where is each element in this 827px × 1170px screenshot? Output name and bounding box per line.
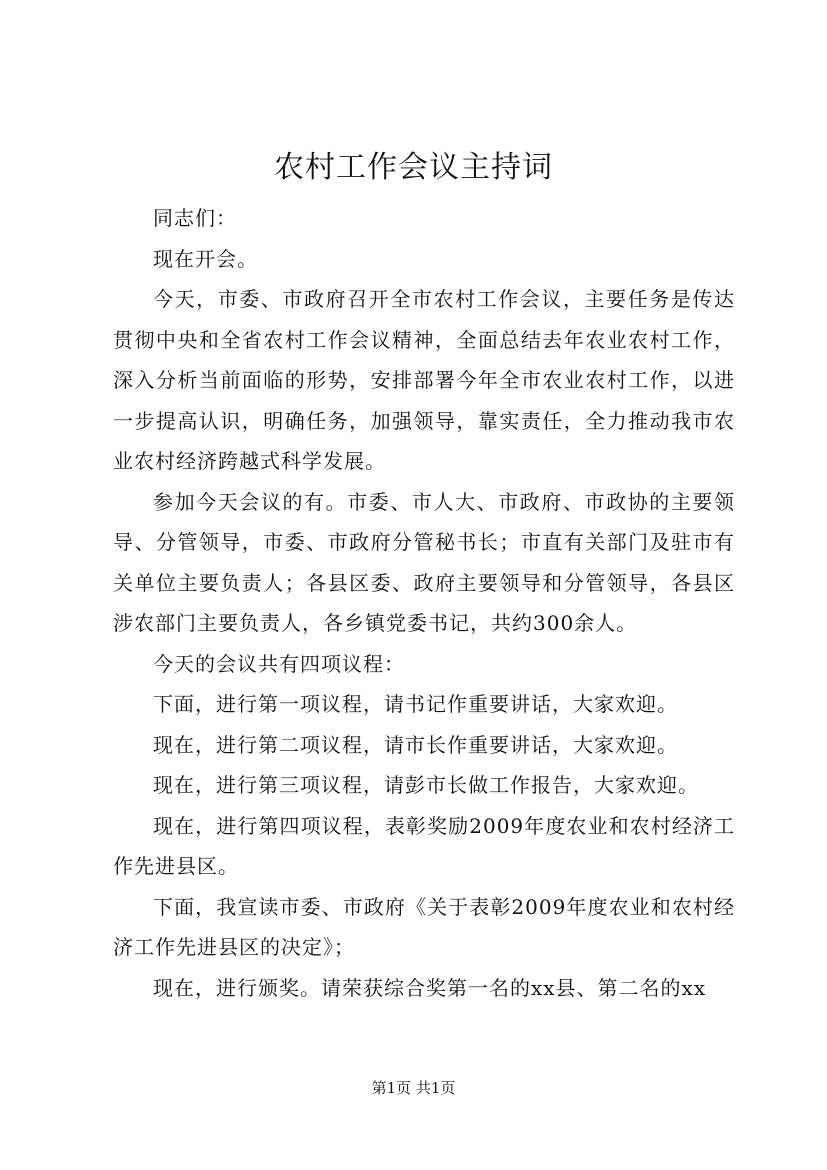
paragraph-agenda-item-1: 下面，进行第一项议程，请书记作重要讲话，大家欢迎。 bbox=[153, 692, 678, 716]
paragraph-agenda-intro: 今天的会议共有四项议程： bbox=[153, 651, 405, 676]
paragraph-agenda-item-2: 现在，进行第二项议程，请市长作重要讲话，大家欢迎。 bbox=[153, 732, 678, 757]
paragraph-attendees: 参加今天会议的有。市委、市人大、市政府、市政协的主要领导、分管领导，市委、市政府分管秘书长；市直有关部门及驻市有关单位主要负责人；各县区委、政府主要领导和分管领导，各县区涉农部门主要负责人，各乡镇党委书记，共约300余人。 bbox=[113, 489, 735, 635]
paragraph-agenda-item-3: 现在，进行第三项议程，请彭市长做工作报告，大家欢迎。 bbox=[153, 773, 699, 797]
paragraph-agenda-item-4: 现在，进行第四项议程，表彰奖励2009年度农业和农村经济工作先进县区。 bbox=[113, 813, 735, 878]
paragraph-salutation: 同志们： bbox=[153, 206, 237, 230]
document-body bbox=[113, 198, 735, 1008]
paragraph-decision-reading: 下面，我宣读市委、市政府《关于表彰2009年度农业和农村经济工作先进县区的决定》； bbox=[113, 894, 735, 959]
paragraph-purpose: 今天，市委、市政府召开全市农村工作会议，主要任务是传达贯彻中央和全省农村工作会议精神，全面总结去年农业农村工作，深入分析当前面临的形势，安排部署今年全市农业农村工作，以进一步提高认识，明确任务，加强领导，靠实责任，全力推动我市农业农村经济跨越式科学发展。 bbox=[113, 287, 735, 473]
paragraph-opening: 现在开会。 bbox=[153, 246, 258, 271]
paragraph-award-ceremony: 现在，进行颁奖。请荣获综合奖第一名的xx县、第二名的xx bbox=[153, 975, 707, 1000]
document-title: 农村工作会议主持词 bbox=[274, 150, 553, 185]
page-footer: 第1页 共1页 bbox=[371, 1079, 456, 1097]
